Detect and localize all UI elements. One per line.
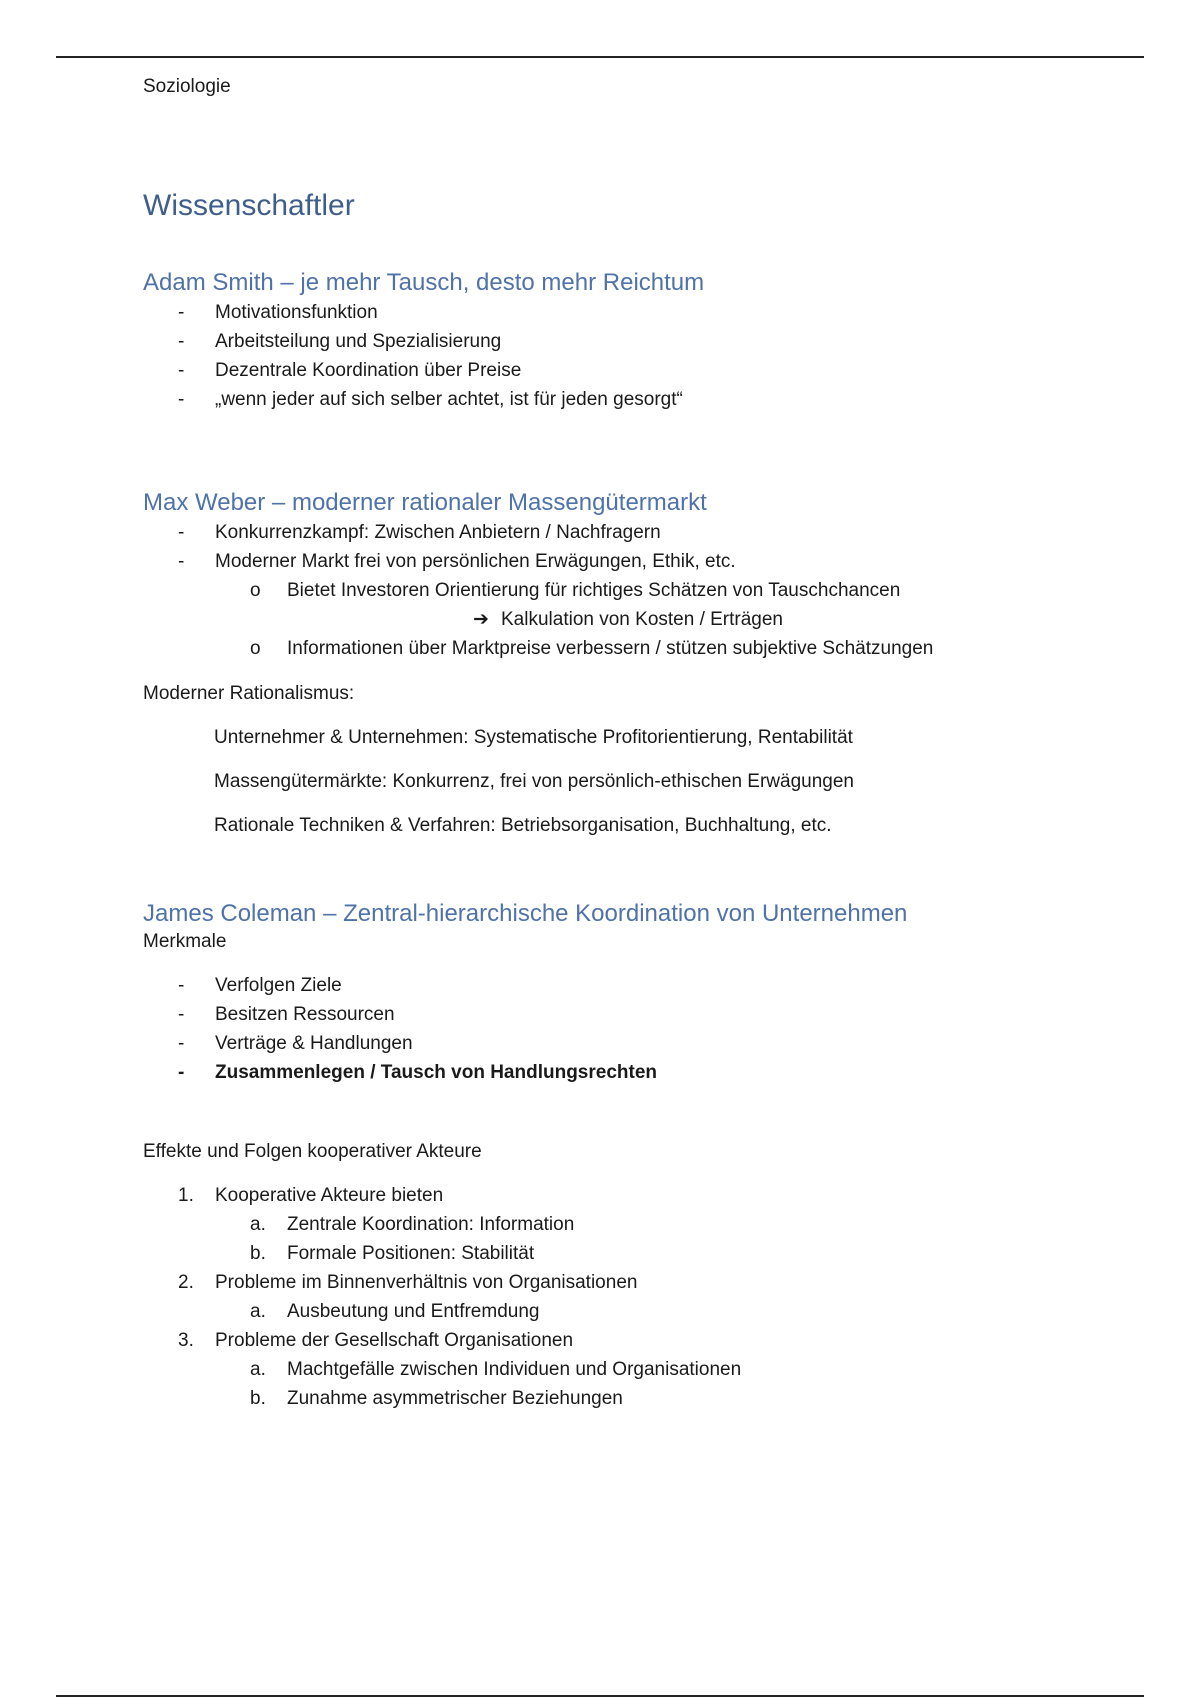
- dash-marker: -: [178, 1033, 185, 1054]
- effekte-label: Effekte und Folgen kooperativer Akteure: [143, 1141, 482, 1162]
- dash-marker: -: [178, 1062, 185, 1083]
- rationalismus-row: Unternehmer & Unternehmen: Systematische Profitorientierung, Rentabilität: [214, 727, 853, 748]
- list-item-bold: [143, 1058, 1143, 1087]
- dash-marker: -: [178, 975, 185, 996]
- list-item: [143, 547, 1143, 576]
- list-item-text: Konkurrenzkampf: Zwischen Anbietern / Nachfragern: [215, 522, 661, 543]
- lettered-item: [143, 1355, 1143, 1384]
- list-item-text: Moderner Markt frei von persönlichen Erwägungen, Ethik, etc.: [215, 551, 736, 572]
- merkmale-label: Merkmale: [143, 931, 227, 952]
- document-page: [143, 74, 1143, 1413]
- circle-bullet: o: [250, 638, 261, 659]
- lettered-item: [143, 1210, 1143, 1239]
- dash-marker: -: [178, 331, 185, 352]
- lettered-item: [143, 1384, 1143, 1413]
- list-item: [143, 298, 1143, 327]
- list-item: [143, 518, 1143, 547]
- item-number: 2.: [178, 1272, 194, 1293]
- list-item-text: Besitzen Ressourcen: [215, 1004, 395, 1025]
- item-letter: b.: [250, 1243, 266, 1264]
- list-item-text: Verfolgen Ziele: [215, 975, 342, 996]
- sub-list-item: [143, 634, 1143, 663]
- item-letter: b.: [250, 1388, 266, 1409]
- numbered-item: [143, 1326, 1143, 1355]
- weber-heading: Max Weber – moderner rationaler Massengütermarkt: [143, 489, 707, 516]
- lettered-item-text: Machtgefälle zwischen Individuen und Organisationen: [287, 1359, 742, 1380]
- lettered-item-text: Ausbeutung und Entfremdung: [287, 1301, 540, 1322]
- list-item-text: Motivationsfunktion: [215, 302, 378, 323]
- item-letter: a.: [250, 1214, 266, 1235]
- smith-heading: Adam Smith – je mehr Tausch, desto mehr Reichtum: [143, 269, 705, 296]
- list-item-text: Arbeitsteilung und Spezialisierung: [215, 331, 502, 352]
- effekte-list: [143, 1181, 1143, 1413]
- list-item: [143, 327, 1143, 356]
- list-item: [143, 1000, 1143, 1029]
- sub-list-item-text: Bietet Investoren Orientierung für richtiges Schätzen von Tauschchancen: [287, 580, 901, 601]
- list-item: [143, 385, 1143, 414]
- dash-marker: -: [178, 360, 185, 381]
- coleman-heading: James Coleman – Zentral-hierarchische Koordination von Unternehmen: [143, 900, 908, 927]
- page-title: Wissenschaftler: [143, 189, 355, 222]
- lettered-item: [143, 1297, 1143, 1326]
- dash-marker: -: [178, 522, 185, 543]
- arrow-line-text: Kalkulation von Kosten / Erträgen: [501, 609, 784, 630]
- lettered-item-text: Zentrale Koordination: Information: [287, 1214, 575, 1235]
- dash-marker: -: [178, 551, 185, 572]
- lettered-item-text: Formale Positionen: Stabilität: [287, 1243, 535, 1264]
- item-letter: a.: [250, 1359, 266, 1380]
- list-item-text: Verträge & Handlungen: [215, 1033, 413, 1054]
- dash-marker: -: [178, 302, 185, 323]
- numbered-item: [143, 1268, 1143, 1297]
- list-item-text: Dezentrale Koordination über Preise: [215, 360, 522, 381]
- coleman-list: [143, 971, 1143, 1087]
- smith-list: [143, 298, 1143, 414]
- numbered-item: [143, 1181, 1143, 1210]
- footer-rule: [56, 1695, 1144, 1697]
- circle-bullet: o: [250, 580, 261, 601]
- numbered-item-text: Probleme im Binnenverhältnis von Organisationen: [215, 1272, 638, 1293]
- rationalismus-row: Massengütermärkte: Konkurrenz, frei von persönlich-ethischen Erwägungen: [214, 771, 854, 792]
- header-text: Soziologie: [143, 76, 231, 97]
- arrow-line: [143, 605, 1143, 634]
- list-item: [143, 1029, 1143, 1058]
- dash-marker: -: [178, 1004, 185, 1025]
- weber-list: [143, 518, 1143, 663]
- item-number: 1.: [178, 1185, 194, 1206]
- header-rule: [56, 56, 1144, 58]
- dash-marker: -: [178, 389, 185, 410]
- list-item-text: „wenn jeder auf sich selber achtet, ist für jeden gesorgt“: [215, 389, 683, 410]
- item-number: 3.: [178, 1330, 194, 1351]
- numbered-item-text: Probleme der Gesellschaft Organisationen: [215, 1330, 574, 1351]
- list-item-text: Zusammenlegen / Tausch von Handlungsrechten: [215, 1062, 658, 1083]
- list-item: [143, 971, 1143, 1000]
- numbered-item-text: Kooperative Akteure bieten: [215, 1185, 444, 1206]
- item-letter: a.: [250, 1301, 266, 1322]
- sub-list-item-text: Informationen über Marktpreise verbessern / stützen subjektive Schätzungen: [287, 638, 934, 659]
- list-item: [143, 356, 1143, 385]
- lettered-item-text: Zunahme asymmetrischer Beziehungen: [287, 1388, 623, 1409]
- sub-list-item: [143, 576, 1143, 605]
- arrow-right-icon: ➔: [473, 609, 489, 630]
- lettered-item: [143, 1239, 1143, 1268]
- rationalismus-label: Moderner Rationalismus:: [143, 683, 355, 704]
- rationalismus-row: Rationale Techniken & Verfahren: Betriebsorganisation, Buchhaltung, etc.: [214, 815, 832, 836]
